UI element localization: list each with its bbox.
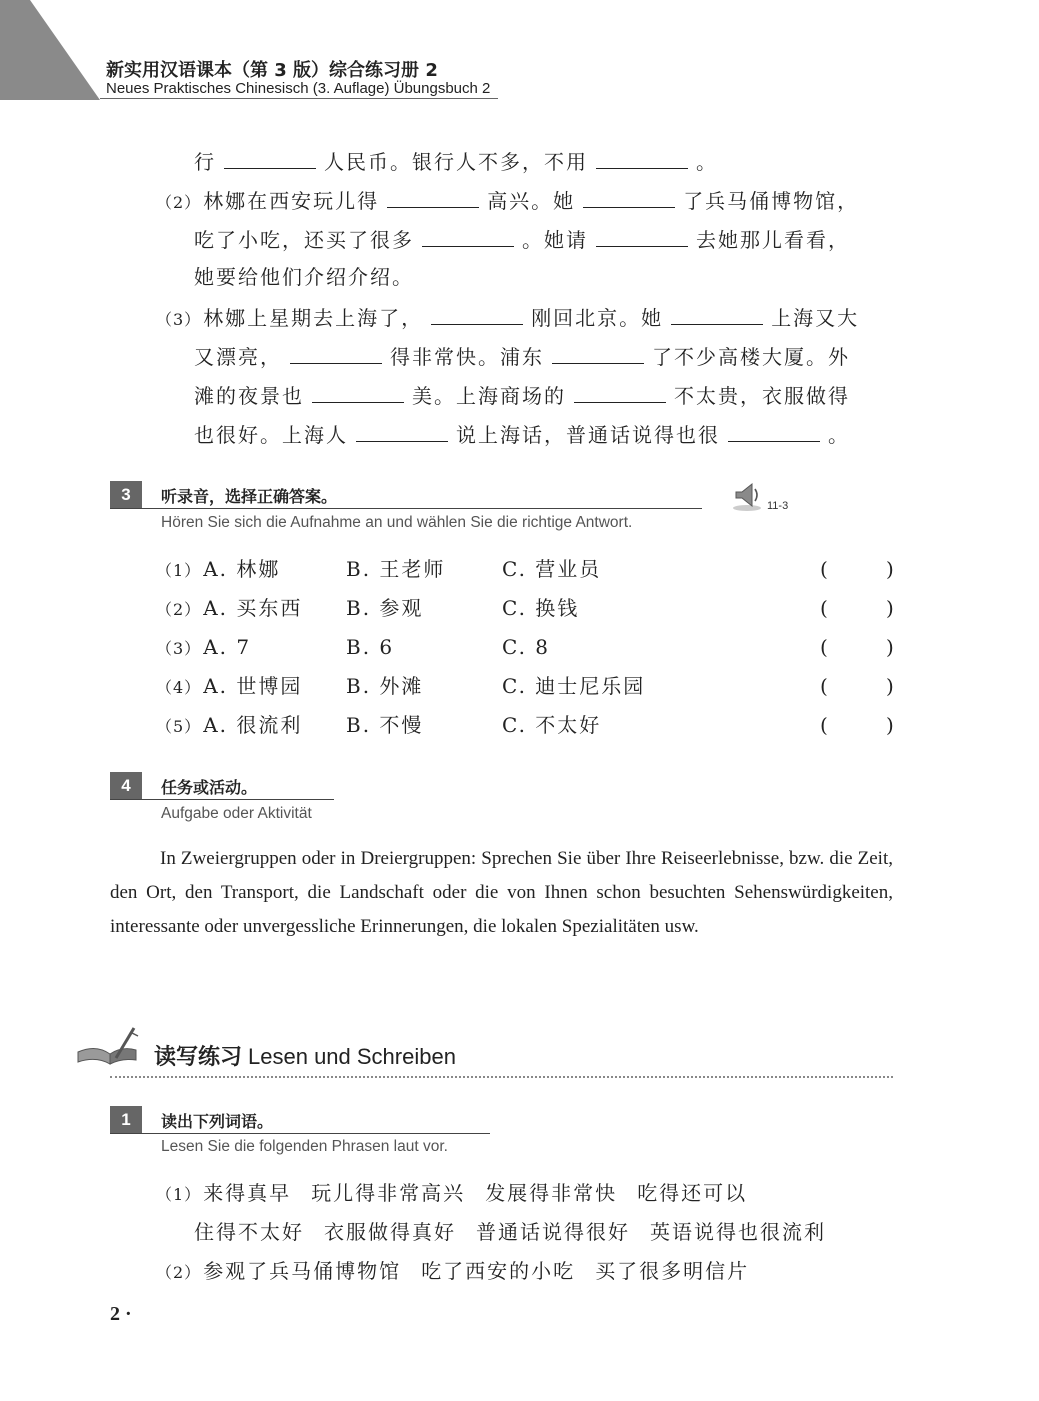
phrase-line-2: 住得不太好 衣服做得真好 普通话说得很好 英语说得也很流利 xyxy=(194,1220,826,1244)
header-rule xyxy=(100,98,498,99)
section4-rule xyxy=(110,799,334,800)
section3-number: 3 xyxy=(110,481,142,508)
blank-field[interactable] xyxy=(431,304,523,325)
exercise2-item3-line1: （3） 林娜上星期去上海了， 刚回北京。她 上海又大 xyxy=(156,306,860,330)
section-r1-number: 1 xyxy=(110,1106,142,1133)
blank-field[interactable] xyxy=(552,343,644,364)
blank-field[interactable] xyxy=(312,382,404,403)
header-title-de: Neues Praktisches Chinesisch (3. Auflage) Übungsbuch 2 xyxy=(106,80,491,97)
section3-title-cn: 听录音，选择正确答案。 xyxy=(161,487,338,506)
exercise2-item2-line3: 她要给他们介绍介绍。 xyxy=(194,265,414,289)
answer-bracket-close: ) xyxy=(886,674,894,698)
blank-field[interactable] xyxy=(422,226,514,247)
corner-decoration xyxy=(0,0,100,100)
blank-field[interactable] xyxy=(224,148,316,169)
reading-section-title: 读写练习 Lesen und Schreiben xyxy=(154,1044,456,1070)
answer-bracket-close: ) xyxy=(886,596,894,620)
section-r1-rule xyxy=(110,1133,490,1134)
answer-bracket-open: ( xyxy=(820,674,828,698)
audio-speaker-icon[interactable] xyxy=(730,478,764,512)
section4-number: 4 xyxy=(110,772,142,799)
blank-field[interactable] xyxy=(583,187,675,208)
section4-title-de: Aufgabe oder Aktivität xyxy=(161,805,312,822)
page-number: 2 · xyxy=(110,1303,132,1325)
answer-bracket-open: ( xyxy=(820,557,828,581)
blank-field[interactable] xyxy=(671,304,763,325)
blank-field[interactable] xyxy=(387,187,479,208)
exercise2-item2-line2: 吃了小吃，还买了很多 。她请 去她那儿看看， xyxy=(194,228,850,252)
phrase-line-3: （2） 参观了兵马俑博物馆 吃了西安的小吃 买了很多明信片 xyxy=(156,1259,750,1283)
section-r1-title-cn: 读出下列词语。 xyxy=(161,1112,274,1131)
exercise2-item3-line3: 滩的夜景也 美。上海商场的 不太贵，衣服做得 xyxy=(194,384,850,408)
audio-track-label: 11-3 xyxy=(767,500,789,512)
section3-title-de: Hören Sie sich die Aufnahme an und wählen Sie die richtige Antwort. xyxy=(161,514,633,531)
exercise2-item3-line2: 又漂亮， 得非常快。浦东 了不少高楼大厦。外 xyxy=(194,345,850,369)
header-title-cn: 新实用汉语课本（第 3 版）综合练习册 2 xyxy=(106,60,438,81)
exercise2-line0: 行 人民币。银行人不多，不用 。 xyxy=(194,150,718,174)
section4-title-cn: 任务或活动。 xyxy=(161,778,258,797)
blank-field[interactable] xyxy=(728,421,820,442)
answer-bracket-open: ( xyxy=(820,596,828,620)
book-pen-icon xyxy=(74,1024,144,1070)
phrase-line-1: （1） 来得真早 玩儿得非常高兴 发展得非常快 吃得还可以 xyxy=(156,1181,748,1205)
answer-bracket-open: ( xyxy=(820,635,828,659)
answer-bracket-close: ) xyxy=(886,713,894,737)
exercise2-item2-line1: （2） 林娜在西安玩儿得 高兴。她 了兵马俑博物馆， xyxy=(156,189,860,213)
blank-field[interactable] xyxy=(290,343,382,364)
dotted-divider xyxy=(110,1076,893,1078)
answer-bracket-open: ( xyxy=(820,713,828,737)
blank-field[interactable] xyxy=(356,421,448,442)
answer-bracket-close: ) xyxy=(886,635,894,659)
blank-field[interactable] xyxy=(574,382,666,403)
section4-paragraph: In Zweiergruppen oder in Dreiergruppen: Sprechen Sie über Ihre Reiseerlebnisse, bzw. die Zeit, den Ort, den Transport, die Landschaft oder die von Ihnen schon besuchten Sehenswürdigkeiten, interessante oder unvergessliche Erinnerungen, die lokalen Spezialitäten usw. xyxy=(110,848,893,937)
blank-field[interactable] xyxy=(596,226,688,247)
section3-rule xyxy=(110,508,702,509)
exercise2-item3-line4: 也很好。上海人 说上海话，普通话说得也很 。 xyxy=(194,423,850,447)
section-r1-title-de: Lesen Sie die folgenden Phrasen laut vor. xyxy=(161,1138,448,1155)
answer-bracket-close: ) xyxy=(886,557,894,581)
blank-field[interactable] xyxy=(596,148,688,169)
